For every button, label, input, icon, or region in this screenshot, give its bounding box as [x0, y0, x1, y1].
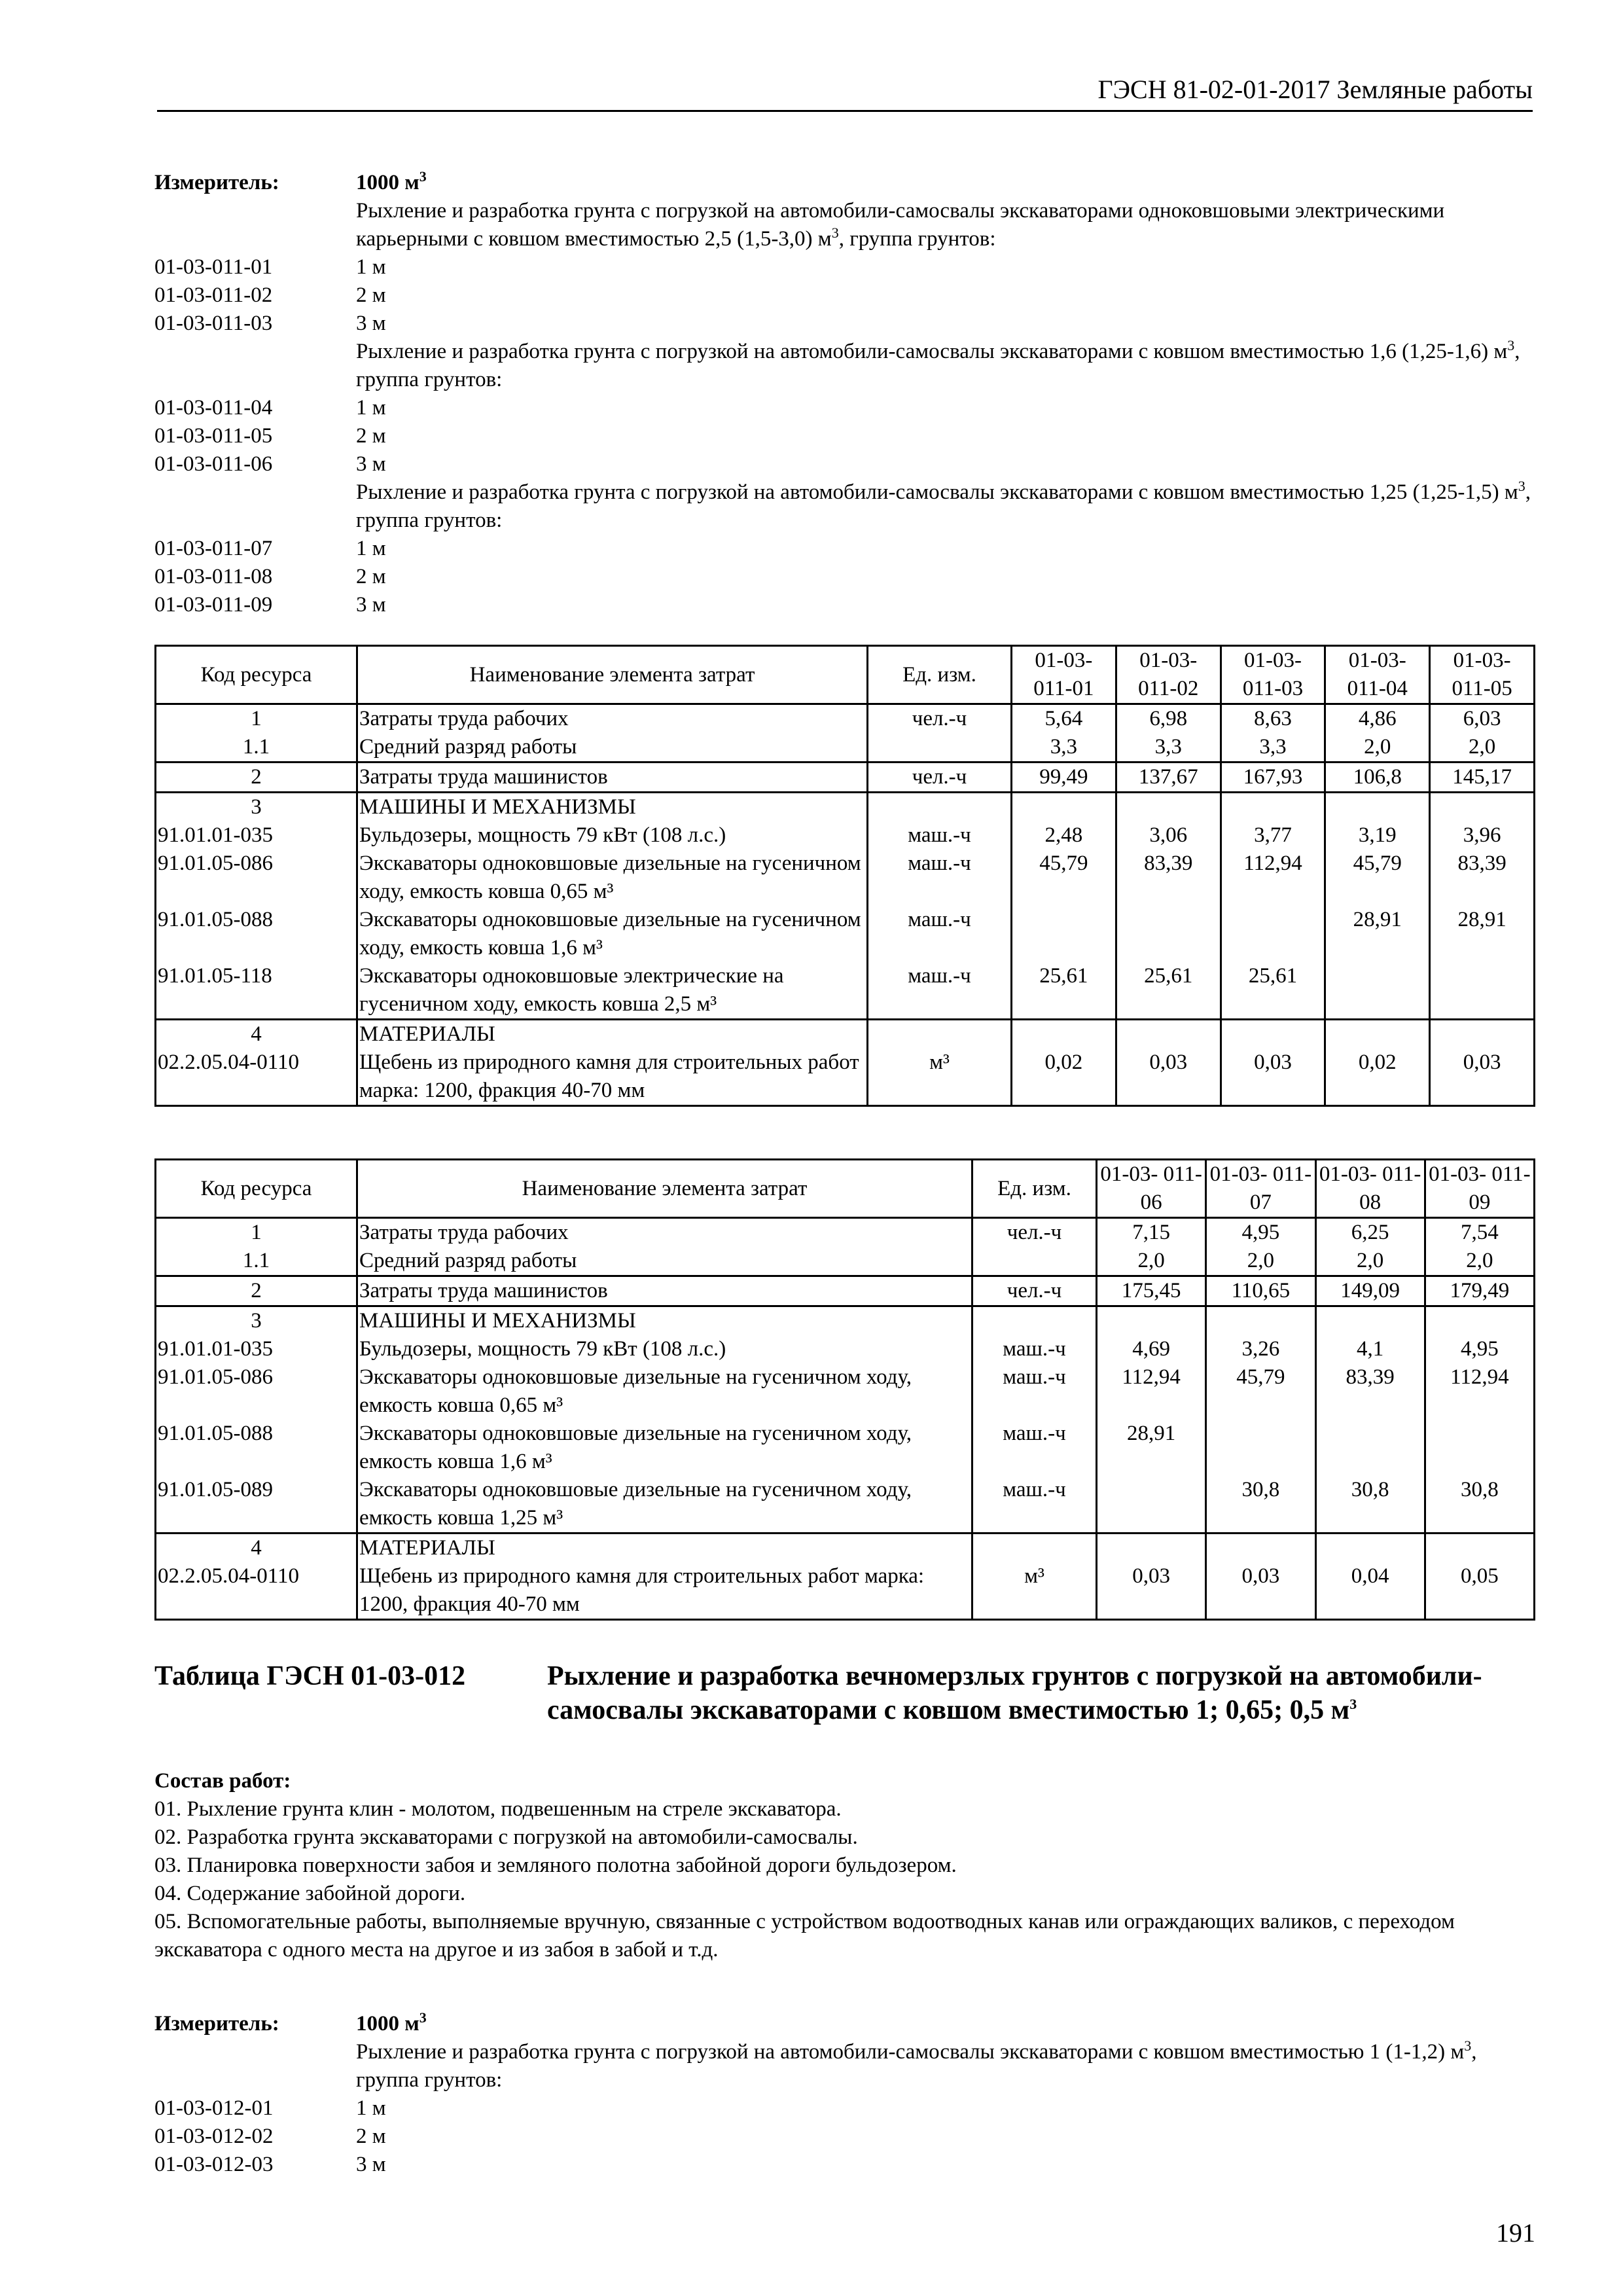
works-item: 02. Разработка грунта экскаваторами с погрузкой на автомобили-самосвалы.	[154, 1825, 858, 1849]
norm-value: 179,49	[1425, 1276, 1534, 1306]
norm-value: 30,8	[1315, 1476, 1425, 1534]
resource-unit: м³	[972, 1562, 1097, 1620]
resource-unit	[868, 1020, 1012, 1049]
table-row	[156, 962, 1535, 1020]
col-header-code: Код ресурса	[156, 1160, 357, 1218]
table-row	[156, 850, 1535, 906]
resource-name: Щебень из природного камня для строительных работ марка: 1200, фракция 40-70 мм	[357, 1562, 972, 1620]
norm-value	[1425, 1420, 1534, 1476]
table-row	[156, 704, 1535, 734]
resource-unit: маш.-ч	[868, 906, 1012, 962]
norm-value	[1221, 906, 1325, 962]
resource-name: Средний разряд работы	[357, 1247, 972, 1276]
measure-value: 1000 $м^3$	[356, 2009, 427, 2036]
norm-value: 2,0	[1315, 1247, 1425, 1276]
norm-value: 25,61	[1221, 962, 1325, 1020]
resource-code: 91.01.05-086	[156, 1363, 357, 1420]
norm-value: 0,04	[1315, 1562, 1425, 1620]
norm-value: 0,05	[1425, 1562, 1534, 1620]
norm-value: 2,0	[1425, 1247, 1534, 1276]
norm-value: 30,8	[1425, 1476, 1534, 1534]
resource-name: Экскаваторы одноковшовые дизельные на гусеничном ходу, емкость ковша 1,25 м³	[357, 1476, 972, 1534]
norm-value: 4,95	[1425, 1335, 1534, 1363]
resource-unit: маш.-ч	[972, 1476, 1097, 1534]
norm-value: 3,19	[1325, 821, 1430, 850]
col-header-norm: 01-03- 011-03	[1221, 646, 1325, 704]
norm-value	[1097, 1476, 1206, 1534]
resource-name: Затраты труда машинистов	[357, 762, 868, 793]
norm-value: 30,8	[1206, 1476, 1315, 1534]
norm-value: 45,79	[1325, 850, 1430, 906]
norm-value: 149,09	[1315, 1276, 1425, 1306]
resource-code: 4	[156, 1534, 357, 1563]
norm-value	[1206, 1306, 1315, 1336]
col-header-code: Код ресурса	[156, 646, 357, 704]
col-header-unit: Ед. изм.	[972, 1160, 1097, 1218]
norm-value	[1116, 793, 1221, 822]
resource-name: Экскаваторы одноковшовые дизельные на гусеничном ходу, емкость ковша 0,65 м³	[357, 1363, 972, 1420]
list-item: 01-03-011-06 3 м	[154, 452, 386, 476]
resource-code: 3	[156, 793, 357, 822]
list-item: 01-03-012-01 1 м	[154, 2096, 386, 2120]
norm-value: 0,03	[1206, 1562, 1315, 1620]
norm-value: 4,69	[1097, 1335, 1206, 1363]
norm-value: 4,1	[1315, 1335, 1425, 1363]
norm-value	[1430, 1020, 1535, 1049]
norm-value: 2,48	[1012, 821, 1116, 850]
resource-unit	[868, 733, 1012, 762]
resource-code: 1.1	[156, 733, 357, 762]
resource-name: Экскаваторы одноковшовые электрические на гусеничном ходу, емкость ковша 2,5 м³	[357, 962, 868, 1020]
resource-name: Щебень из природного камня для строительных работ марка: 1200, фракция 40-70 мм	[357, 1049, 868, 1106]
norm-value	[1425, 1306, 1534, 1336]
table-name: Рыхление и разработка вечномерзлых грунтов с погрузкой на автомобили-самосвалы экскаваторами с ковшом вместимостью 1; 0,65; 0,5 $м^3$	[547, 1661, 1482, 1725]
norm-value: 0,02	[1325, 1049, 1430, 1106]
list-item: 01-03-011-02 2 м	[154, 283, 386, 307]
resource-code: 91.01.05-088	[156, 1420, 357, 1476]
resource-name: МАТЕРИАЛЫ	[357, 1020, 868, 1049]
table-row	[156, 906, 1535, 962]
norm-value: 45,79	[1206, 1363, 1315, 1420]
norm-value: 2,0	[1206, 1247, 1315, 1276]
group-description: Рыхление и разработка грунта с погрузкой на автомобили-самосвалы экскаваторами одноковшовыми электрическими карьерными с ковшом вместимостью 2,5 (1,5-3,0) $м^3$, группа грунтов:	[356, 199, 1445, 251]
resource-table-1	[154, 645, 1535, 1107]
table-row	[156, 1276, 1535, 1306]
norm-value: 45,79	[1012, 850, 1116, 906]
resource-unit	[972, 1247, 1097, 1276]
norm-value	[1097, 1534, 1206, 1563]
norm-value	[1221, 793, 1325, 822]
norm-value: 3,77	[1221, 821, 1325, 850]
norm-value: 112,94	[1221, 850, 1325, 906]
norm-value: 145,17	[1430, 762, 1535, 793]
resource-code: 02.2.05.04-0110	[156, 1562, 357, 1620]
resource-name: Средний разряд работы	[357, 733, 868, 762]
norm-value: 6,25	[1315, 1218, 1425, 1247]
works-item: 01. Рыхление грунта клин - молотом, подвешенным на стреле экскаватора.	[154, 1797, 842, 1821]
list-item: 01-03-011-03 3 м	[154, 312, 386, 335]
norm-value: 3,06	[1116, 821, 1221, 850]
group-description: Рыхление и разработка грунта с погрузкой на автомобили-самосвалы экскаваторами с ковшом вместимостью 1,6 (1,25-1,6) $м^3$, группа грунтов:	[356, 337, 1520, 391]
group-description: Рыхление и разработка грунта с погрузкой на автомобили-самосвалы экскаваторами с ковшом вместимостью 1,25 (1,25-1,5) $м^3$, группа грунтов:	[356, 478, 1531, 532]
resource-unit: маш.-ч	[972, 1420, 1097, 1476]
norm-value	[1430, 793, 1535, 822]
resource-unit	[868, 793, 1012, 822]
measure-label: Измеритель:	[154, 2012, 279, 2036]
norm-value: 7,15	[1097, 1218, 1206, 1247]
norm-value: 5,64	[1012, 704, 1116, 734]
norm-value	[1097, 1306, 1206, 1336]
works-item: 05. Вспомогательные работы, выполняемые вручную, связанные с устройством водоотводных канав или ограждающих валиков, с переходом экскаватора с одного места на другое и из забоя в забой и т.д.	[154, 1910, 1455, 1962]
col-header-norm: 01-03- 011-06	[1097, 1160, 1206, 1218]
norm-value: 167,93	[1221, 762, 1325, 793]
table-row	[156, 1049, 1535, 1106]
norm-value: 28,91	[1430, 906, 1535, 962]
resource-code: 91.01.05-088	[156, 906, 357, 962]
norm-value	[1012, 906, 1116, 962]
table-row	[156, 1247, 1535, 1276]
norm-value	[1315, 1420, 1425, 1476]
resource-code: 02.2.05.04-0110	[156, 1049, 357, 1106]
norm-value: 7,54	[1425, 1218, 1534, 1247]
norm-value	[1206, 1534, 1315, 1563]
works-item: 04. Содержание забойной дороги.	[154, 1882, 466, 1905]
norm-value	[1116, 1020, 1221, 1049]
norm-value	[1012, 1020, 1116, 1049]
norm-value: 25,61	[1012, 962, 1116, 1020]
resource-code: 91.01.05-118	[156, 962, 357, 1020]
norm-value: 8,63	[1221, 704, 1325, 734]
resource-name: Экскаваторы одноковшовые дизельные на гусеничном ходу, емкость ковша 1,6 м³	[357, 1420, 972, 1476]
resource-table-2	[154, 1158, 1535, 1621]
norm-value: 3,3	[1221, 733, 1325, 762]
norm-value: 28,91	[1097, 1420, 1206, 1476]
col-header-norm: 01-03- 011-04	[1325, 646, 1430, 704]
norm-value: 4,86	[1325, 704, 1430, 734]
resource-name: Затраты труда машинистов	[357, 1276, 972, 1306]
measure-section-012	[154, 2010, 1535, 2179]
norm-value: 83,39	[1315, 1363, 1425, 1420]
works-composition	[154, 1767, 1535, 1964]
table-row	[156, 1306, 1535, 1336]
norm-value	[1325, 793, 1430, 822]
resource-unit: маш.-ч	[868, 821, 1012, 850]
norm-value	[1012, 793, 1116, 822]
norm-value: 137,67	[1116, 762, 1221, 793]
resource-name: МАШИНЫ И МЕХАНИЗМЫ	[357, 793, 868, 822]
resource-unit: маш.-ч	[972, 1335, 1097, 1363]
norm-value: 83,39	[1430, 850, 1535, 906]
norm-value	[1325, 962, 1430, 1020]
list-item: 01-03-011-04 1 м	[154, 396, 386, 420]
table-row	[156, 793, 1535, 822]
list-item: 01-03-011-07 1 м	[154, 537, 386, 560]
col-header-name: Наименование элемента затрат	[357, 1160, 972, 1218]
resource-unit: чел.-ч	[868, 762, 1012, 793]
norm-value: 0,03	[1097, 1562, 1206, 1620]
col-header-norm: 01-03- 011-05	[1430, 646, 1535, 704]
norm-value: 3,3	[1012, 733, 1116, 762]
norm-value: 0,03	[1430, 1049, 1535, 1106]
col-header-norm: 01-03- 011-08	[1315, 1160, 1425, 1218]
resource-code: 91.01.05-089	[156, 1476, 357, 1534]
table-row	[156, 1420, 1535, 1476]
table-row	[156, 1020, 1535, 1049]
resource-name: Затраты труда рабочих	[357, 1218, 972, 1247]
norm-value: 4,95	[1206, 1218, 1315, 1247]
table-row	[156, 733, 1535, 762]
header-title: ГЭСН 81-02-01-2017 Земляные работы	[1097, 75, 1533, 104]
norm-value: 2,0	[1430, 733, 1535, 762]
norm-value	[1315, 1306, 1425, 1336]
table-title	[154, 1659, 1535, 1727]
page-header	[157, 76, 1533, 112]
col-header-unit: Ед. изм.	[868, 646, 1012, 704]
resource-name: МАТЕРИАЛЫ	[357, 1534, 972, 1563]
resource-unit: м³	[868, 1049, 1012, 1106]
resource-code: 2	[156, 1276, 357, 1306]
table-row	[156, 821, 1535, 850]
list-item: 01-03-011-08 2 м	[154, 565, 386, 588]
resource-unit: маш.-ч	[868, 962, 1012, 1020]
norm-value: 106,8	[1325, 762, 1430, 793]
norm-value	[1221, 1020, 1325, 1049]
resource-unit	[972, 1534, 1097, 1563]
resource-unit: чел.-ч	[972, 1276, 1097, 1306]
table-number: Таблица ГЭСН 01-03-012	[154, 1661, 466, 1691]
norm-value: 83,39	[1116, 850, 1221, 906]
norm-value: 2,0	[1097, 1247, 1206, 1276]
resource-code: 91.01.01-035	[156, 821, 357, 850]
works-heading: Состав работ:	[154, 1769, 291, 1793]
resource-name: Бульдозеры, мощность 79 кВт (108 л.с.)	[357, 821, 868, 850]
group-description: Рыхление и разработка грунта с погрузкой на автомобили-самосвалы экскаваторами с ковшом вместимостью 1 (1-1,2) $м^3$, группа грунтов:	[356, 2037, 1477, 2092]
measure-label: Измеритель:	[154, 171, 279, 194]
measure-value: 1000 $м^3$	[356, 168, 427, 194]
resource-code: 4	[156, 1020, 357, 1049]
norm-value: 25,61	[1116, 962, 1221, 1020]
resource-name: Бульдозеры, мощность 79 кВт (108 л.с.)	[357, 1335, 972, 1363]
col-header-norm: 01-03- 011-09	[1425, 1160, 1534, 1218]
norm-value	[1425, 1534, 1534, 1563]
table-row	[156, 1363, 1535, 1420]
norm-value: 3,3	[1116, 733, 1221, 762]
table-row	[156, 1476, 1535, 1534]
norm-value: 112,94	[1425, 1363, 1534, 1420]
resource-unit: маш.-ч	[972, 1363, 1097, 1420]
norm-value: 3,26	[1206, 1335, 1315, 1363]
col-header-norm: 01-03- 011-02	[1116, 646, 1221, 704]
norm-value: 6,03	[1430, 704, 1535, 734]
works-item: 03. Планировка поверхности забоя и земляного полотна забойной дороги бульдозером.	[154, 1854, 957, 1877]
resource-code: 1.1	[156, 1247, 357, 1276]
list-item: 01-03-011-01 1 м	[154, 255, 386, 279]
resource-name: Затраты труда рабочих	[357, 704, 868, 734]
norm-value	[1325, 1020, 1430, 1049]
norm-value: 6,98	[1116, 704, 1221, 734]
resource-unit: чел.-ч	[868, 704, 1012, 734]
norm-value: 99,49	[1012, 762, 1116, 793]
norm-value: 3,96	[1430, 821, 1535, 850]
resource-code: 91.01.01-035	[156, 1335, 357, 1363]
norm-value: 28,91	[1325, 906, 1430, 962]
resource-code: 1	[156, 704, 357, 734]
norm-value: 0,02	[1012, 1049, 1116, 1106]
norm-value	[1206, 1420, 1315, 1476]
list-item: 01-03-011-09 3 м	[154, 593, 386, 617]
table-row	[156, 762, 1535, 793]
table-row	[156, 1335, 1535, 1363]
resource-code: 3	[156, 1306, 357, 1336]
col-header-name: Наименование элемента затрат	[357, 646, 868, 704]
measure-section-011	[154, 169, 1535, 619]
list-item: 01-03-011-05 2 м	[154, 424, 386, 448]
norm-value: 175,45	[1097, 1276, 1206, 1306]
norm-value: 112,94	[1097, 1363, 1206, 1420]
resource-code: 2	[156, 762, 357, 793]
table-row	[156, 1562, 1535, 1620]
norm-value	[1116, 906, 1221, 962]
list-item: 01-03-012-02 2 м	[154, 2125, 386, 2148]
resource-code: 1	[156, 1218, 357, 1247]
page-number: 191	[1496, 2218, 1535, 2248]
norm-value	[1315, 1534, 1425, 1563]
norm-value	[1430, 962, 1535, 1020]
resource-unit: маш.-ч	[868, 850, 1012, 906]
table-row	[156, 1534, 1535, 1563]
norm-value: 0,03	[1221, 1049, 1325, 1106]
col-header-norm: 01-03- 011-07	[1206, 1160, 1315, 1218]
resource-unit	[972, 1306, 1097, 1336]
resource-name: Экскаваторы одноковшовые дизельные на гусеничном ходу, емкость ковша 1,6 м³	[357, 906, 868, 962]
resource-name: Экскаваторы одноковшовые дизельные на гусеничном ходу, емкость ковша 0,65 м³	[357, 850, 868, 906]
norm-value: 110,65	[1206, 1276, 1315, 1306]
resource-unit: чел.-ч	[972, 1218, 1097, 1247]
resource-code: 91.01.05-086	[156, 850, 357, 906]
norm-value: 0,03	[1116, 1049, 1221, 1106]
list-item: 01-03-012-03 3 м	[154, 2153, 386, 2176]
col-header-norm: 01-03- 011-01	[1012, 646, 1116, 704]
table-row	[156, 1218, 1535, 1247]
norm-value: 2,0	[1325, 733, 1430, 762]
resource-name: МАШИНЫ И МЕХАНИЗМЫ	[357, 1306, 972, 1336]
